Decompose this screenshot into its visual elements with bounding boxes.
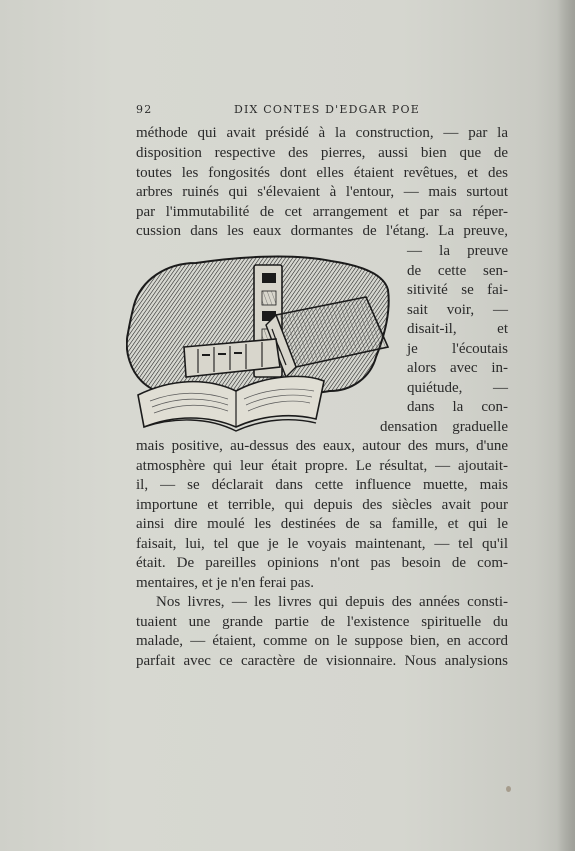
text-line: malade, — étaient, comme on le suppose bien, en accord [136, 633, 508, 649]
text-line: toutes les fongosités dont elles étaient revêtues, et des [136, 165, 508, 181]
text-line: par l'immutabilité de cet arrangement et par sa réper- [136, 204, 508, 220]
text-line: atmosphère qui leur était propre. Le résultat, — ajoutait- [136, 458, 508, 474]
paragraph-first-line: Nos livres, — les livres qui depuis des années consti- [156, 594, 508, 610]
side-text-line: — la preuve [407, 243, 508, 259]
text-line: disposition respective des pierres, aussi bien que de [136, 145, 508, 161]
books-illustration [126, 255, 391, 440]
side-text-line: densation graduelle [380, 419, 508, 435]
text-line: mais positive, au-dessus des eaux, autour des murs, d'une [136, 438, 508, 454]
text-line: mentaires, et je n'en ferai pas. [136, 575, 315, 591]
page-edge-shadow [557, 0, 575, 851]
side-text-line: dans la con- [407, 399, 508, 415]
page-number: 92 [136, 103, 153, 116]
running-head [136, 103, 508, 119]
side-text-line: sait voir, — [407, 302, 508, 318]
text-line: cussion dans les eaux dormantes de l'étang. La preuve, [136, 223, 508, 239]
side-text-line: je l'écoutais [407, 341, 508, 357]
side-text-line: de cette sen- [407, 263, 508, 279]
text-line: importune et terrible, qui depuis des siècles avait pour [136, 497, 508, 513]
text-line: tuaient une grande partie de l'existence spirituelle du [136, 614, 508, 630]
text-line: arbres ruinés qui s'élevaient à l'entour, — mais surtout [136, 184, 508, 200]
side-text-line: sitivité se fai- [407, 282, 508, 298]
side-text-line: disait-il, et [407, 321, 508, 337]
book-title: DIX CONTES D'EDGAR POE [233, 103, 420, 116]
paper-speck [506, 786, 511, 792]
text-line: ainsi dire moulé les destinées de sa famille, et qui le [136, 516, 508, 532]
text-line: il, — se déclarait dans cette influence muette, mais [136, 477, 508, 493]
text-line: parfait avec ce caractère de visionnaire. Nous analysions [136, 653, 508, 669]
side-text-line: quiétude, — [407, 380, 508, 396]
text-line: faisait, lui, tel que je le voyais maintenant, — tel qu'il [136, 536, 508, 552]
side-text-line: alors avec in- [407, 360, 508, 376]
text-line: était. De pareilles opinions n'ont pas besoin de com- [136, 555, 508, 571]
text-line: méthode qui avait présidé à la construction, — par la [136, 125, 508, 141]
